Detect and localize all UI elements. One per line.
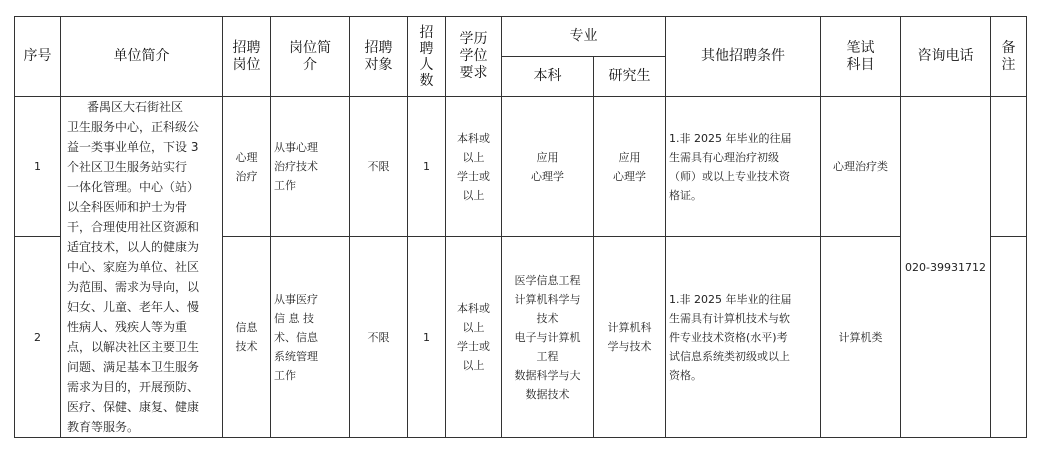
row-2-remark	[991, 237, 1027, 438]
header-phone: 咨询电话	[901, 17, 991, 97]
unit-intro-line: 干，合理使用社区资源和	[67, 220, 200, 234]
header-other: 其他招聘条件	[666, 17, 821, 97]
row-2-target: 不限	[350, 237, 408, 438]
row-2-post: 信息 技术	[223, 237, 271, 438]
header-post-intro: 岗位简 介	[271, 17, 350, 97]
row-2-education: 本科或 以上 学士或 以上	[446, 237, 502, 438]
header-unit-intro: 单位简介	[61, 17, 223, 97]
unit-intro-line: 教育等服务。	[67, 420, 140, 434]
header-target: 招聘 对象	[350, 17, 408, 97]
header-row-1	[15, 17, 1027, 57]
row-1-bachelor: 应用 心理学	[502, 97, 594, 237]
unit-intro-line: 益一类事业单位，下设 3	[67, 140, 199, 154]
unit-intro-line: 点，以解决社区主要卫生	[67, 340, 200, 354]
row-1-education: 本科或 以上 学士或 以上	[446, 97, 502, 237]
row-2-count: 1	[408, 237, 446, 438]
recruitment-table	[14, 16, 1027, 438]
unit-intro-line: 以全科医师和护士为骨	[67, 200, 188, 214]
row-2-exam: 计算机类	[821, 237, 901, 438]
header-exam: 笔试 科目	[821, 17, 901, 97]
row-1-exam: 心理治疗类	[821, 97, 901, 237]
unit-intro-line: 妇女、儿童、老年人、慢	[67, 300, 200, 314]
unit-intro-line: 医疗、保健、康复、健康	[67, 400, 200, 414]
unit-intro-line: 卫生服务中心，正科级公	[67, 120, 200, 134]
unit-intro-line: 为范围、需求为导向，以	[67, 280, 200, 294]
unit-intro-line: 中心、家庭为单位、社区	[67, 260, 200, 274]
row-1-seq: 1	[15, 97, 61, 237]
row-2-graduate: 计算机科 学与技术	[594, 237, 666, 438]
unit-intro-line: 适宜技术，以人的健康为	[67, 240, 200, 254]
row-2-seq: 2	[15, 237, 61, 438]
header-bachelor: 本科	[502, 57, 594, 97]
row-1-graduate: 应用 心理学	[594, 97, 666, 237]
header-education: 学历 学位 要求	[446, 17, 502, 97]
row-1-remark	[991, 97, 1027, 237]
header-count: 招 聘 人 数	[408, 17, 446, 97]
unit-intro-line: 需求为目的，开展预防、	[67, 380, 200, 394]
row-2-bachelor: 医学信息工程 计算机科学与 技术 电子与计算机 工程 数据科学与大 数据技术	[502, 237, 594, 438]
row-2-post-intro: 从事医疗 信 息 技 术、信息 系统管理 工作	[271, 237, 350, 438]
row-1-post-intro: 从事心理 治疗技术 工作	[271, 97, 350, 237]
unit-intro-line: 个社区卫生服务站实行	[67, 160, 188, 174]
row-1-other: 1.非 2025 年毕业的往届 生需具有心理治疗初级 （师）或以上专业技术资 格证。	[666, 97, 821, 237]
header-seq: 序号	[15, 17, 61, 97]
row-2-other: 1.非 2025 年毕业的往届 生需具有计算机技术与软 件专业技术资格(水平)考 试信息系统类初级或以上 资格。	[666, 237, 821, 438]
unit-intro-line: 性病人、残疾人等为重	[67, 320, 188, 334]
unit-intro-cell	[61, 97, 223, 438]
header-post: 招聘 岗位	[223, 17, 271, 97]
table-row	[15, 97, 1027, 237]
unit-intro-line: 一体化管理。中心（站）	[67, 180, 200, 194]
header-major: 专业	[502, 17, 666, 57]
unit-intro-line: 问题、满足基本卫生服务	[67, 360, 200, 374]
row-1-count: 1	[408, 97, 446, 237]
phone-cell: 020-39931712	[901, 97, 991, 438]
unit-intro-line: 番禺区大石街社区	[87, 100, 184, 114]
row-1-target: 不限	[350, 97, 408, 237]
header-graduate: 研究生	[594, 57, 666, 97]
row-1-post: 心理 治疗	[223, 97, 271, 237]
header-remark: 备 注	[991, 17, 1027, 97]
